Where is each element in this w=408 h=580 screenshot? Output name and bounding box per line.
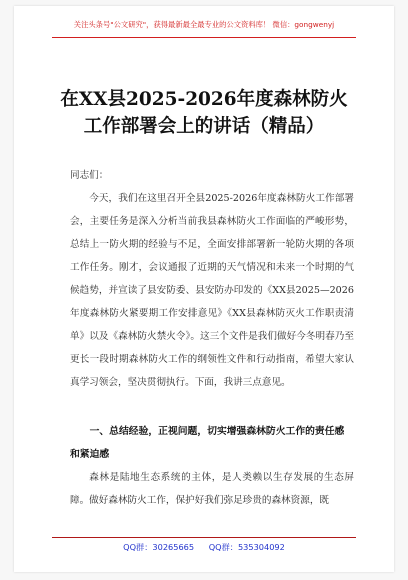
footer	[14, 542, 394, 553]
body-paragraph-2: 森林是陆地生态系统的主体，是人类赖以生存发展的生态屏障。做好森林防火工作，保护好我们弥足珍贵的森林资源，既	[70, 472, 354, 506]
footer-qq-group-2: QQ群：535304092	[208, 542, 285, 552]
section-heading-1: 一、总结经验，正视问题，切实增强森林防火工作的责任感和紧迫感	[70, 426, 345, 460]
header-divider	[52, 37, 356, 38]
document-page	[14, 6, 394, 572]
footer-divider	[52, 537, 356, 538]
document-title: 在XX县2025-2026年度森林防火工作部署会上的讲话（精品）	[60, 89, 348, 137]
header-banner: 关注头条号"公文研究"，获得最新最全最专业的公文资料库！ 微信：gongwenyj	[73, 20, 335, 29]
footer-qq-group-1: QQ群：30265665	[123, 542, 195, 552]
salutation: 同志们：	[70, 170, 109, 181]
body-paragraph-1: 今天，我们在这里召开全县2025-2026年度森林防火工作部署会，主要任务是深入分析当前我县森林防火工作面临的严峻形势，总结上一防火期的经验与不足，全面安排部署新一轮防火期的各项工作任务。刚才，会议通报了近期的天气情况和未来一个时期的气候趋势，并宣读了县安防委、县安防办印发的《XX县2025—2026年度森林防火紧要期工作安排意见》《XX县森林防灭火工作职责清单》以及《森林防火禁火令》。这三个文件是我们做好今冬明春乃至更长一段时期森林防火工作的纲领性文件和行动指南，希望大家认真学习领会，坚决贯彻执行。下面，我讲三点意见。	[70, 193, 354, 388]
